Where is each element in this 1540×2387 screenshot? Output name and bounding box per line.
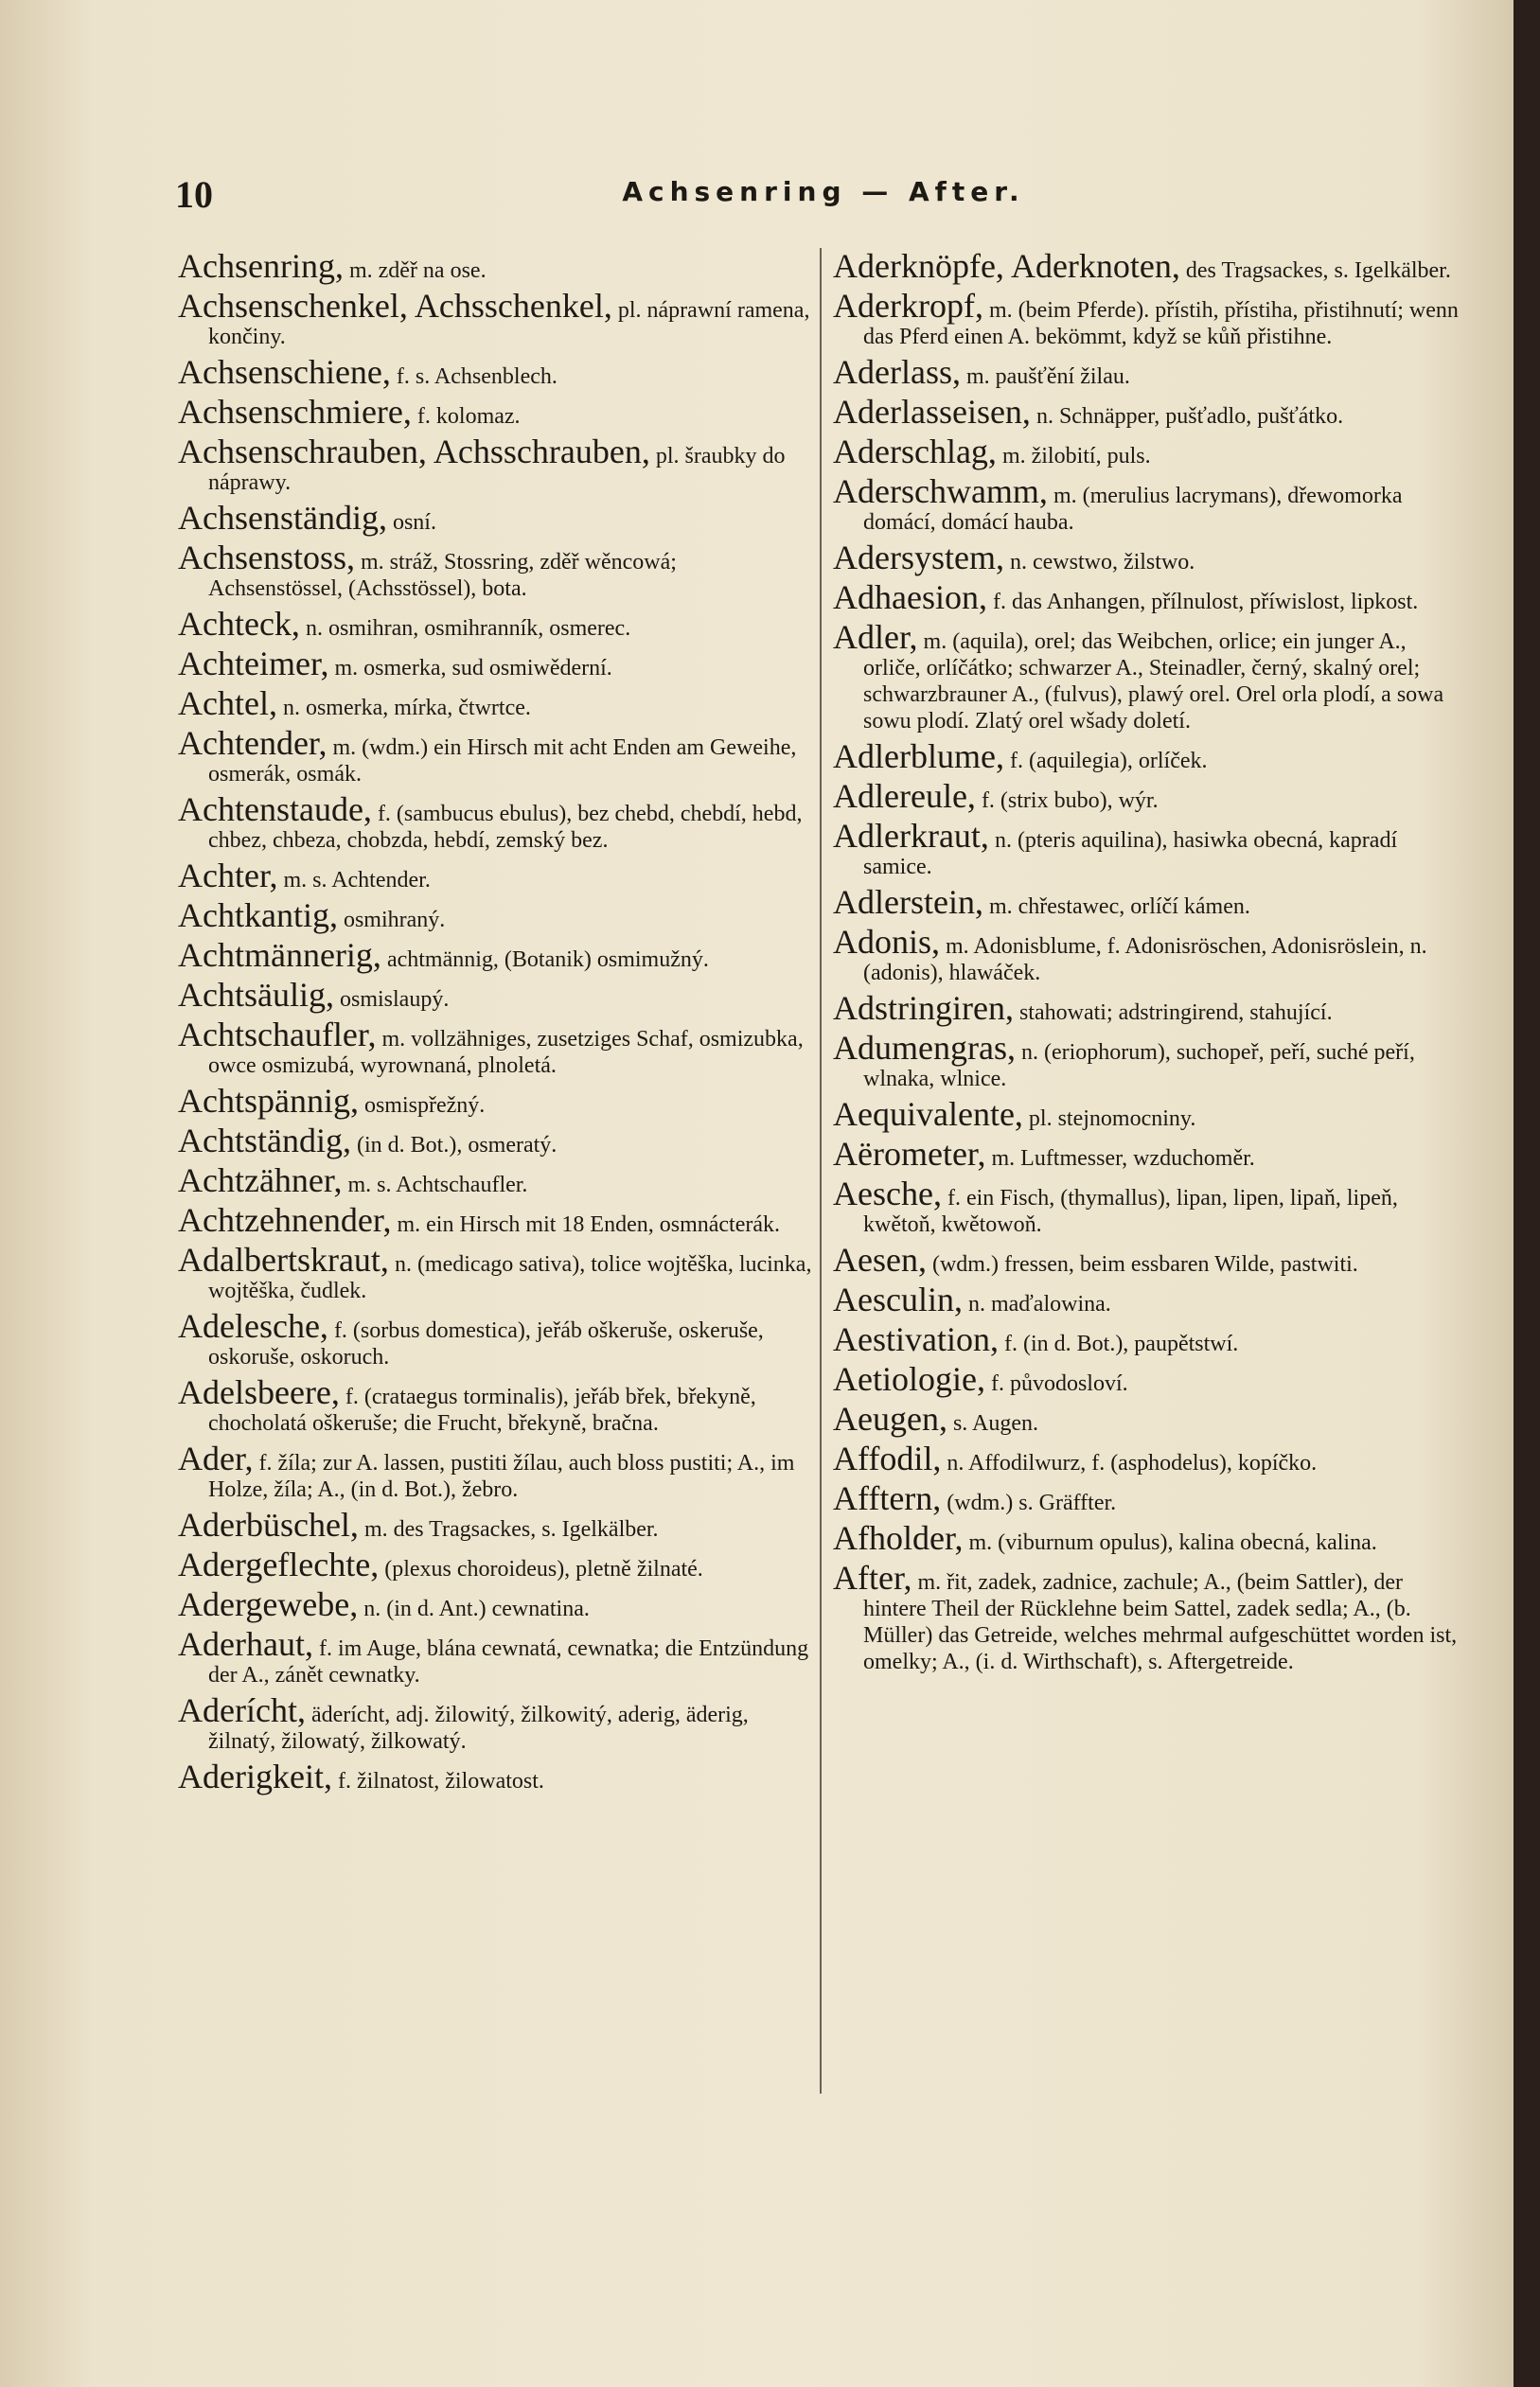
entry-definition: (wdm.) s. Gräffter. (941, 1491, 1117, 1515)
dictionary-entry (178, 791, 812, 854)
entry-headword: Aesche, (833, 1175, 942, 1212)
dictionary-entry (833, 818, 1469, 880)
entry-headword: Achteck, (178, 605, 300, 643)
dictionary-entry (178, 288, 812, 350)
entry-definition: n. osmerka, mírka, čtwrtce. (276, 696, 531, 720)
entry-definition: f. (aquilegia), orlíček. (1003, 749, 1208, 773)
dictionary-entry (178, 1759, 812, 1795)
entry-headword: Achsenständig, (178, 499, 387, 537)
dictionary-entry (833, 990, 1469, 1026)
dictionary-entry (178, 539, 812, 602)
entry-definition: f. ein Fisch, (thymallus), lipan, lipen, lipaň, lipeň, kwětoň, kwětowoň. (863, 1186, 1398, 1237)
entry-definition: m. (wdm.) ein Hirsch mit acht Enden am Geweihe, osmerák, osmák. (208, 735, 797, 787)
entry-headword: Affodil, (833, 1440, 942, 1477)
entry-definition: m. ein Hirsch mit 18 Enden, osmnácterák. (391, 1212, 781, 1237)
entry-headword: Achtel, (178, 684, 277, 722)
entry-definition: (in d. Bot.), osmeratý. (350, 1133, 558, 1158)
dictionary-entry (178, 1441, 812, 1503)
entry-headword: Achsenschenkel, Achsschenkel, (178, 287, 612, 325)
dictionary-entry (833, 619, 1469, 734)
entry-definition: n. (eriophorum), suchopeř, peří, suché peří, wlnaka, wlnice. (863, 1040, 1415, 1091)
entry-definition: m. (viburnum opulus), kalina obecná, kalina. (963, 1530, 1377, 1555)
entry-headword: Aeugen, (833, 1400, 947, 1438)
entry-definition: m. stráž, Stossring, zděř wěncowá; Achsenstössel, (Achsstössel), bota. (208, 550, 677, 601)
dictionary-entry (833, 1560, 1469, 1675)
entry-definition: f. (in d. Bot.), paupětstwí. (998, 1332, 1239, 1356)
entry-definition: m. řit, zadek, zadnice, zachule; A., (beim Sattler), der hintere Theil der Rücklehne beim Sattel, zadek sedla; A., (b. Müller) das Getreide, welches mehrmal aufgeschüttet worden ist, omelky; A., (i. d. Wirthschaft), s. Aftergetreide. (863, 1570, 1458, 1674)
entry-headword: Achsenschrauben, Achsschrauben, (178, 433, 650, 470)
entry-headword: Aequivalente, (833, 1095, 1023, 1133)
dictionary-entry (178, 394, 812, 430)
page-number: 10 (175, 173, 213, 216)
entry-definition: f. žíla; zur A. lassen, pustiti žílau, auch bloss pustiti; A., im Holze, žíla; A., (in d. Bot.), žebro. (208, 1451, 795, 1502)
entry-headword: Achteimer, (178, 645, 329, 682)
entry-headword: Adlereule, (833, 777, 976, 815)
entry-headword: Achsenring, (178, 247, 344, 285)
entry-definition: des Tragsackes, s. Igelkälber. (1179, 258, 1451, 283)
entry-definition: f. das Anhangen, přílnulost, příwislost, lipkost. (986, 590, 1419, 614)
dictionary-entry (833, 884, 1469, 920)
entry-definition: f. kolomaz. (411, 404, 521, 429)
entry-headword: Adumengras, (833, 1029, 1016, 1067)
dictionary-entry (178, 977, 812, 1013)
dictionary-entry (833, 1480, 1469, 1516)
dictionary-entry (178, 1507, 812, 1543)
entry-headword: After, (833, 1559, 912, 1597)
entry-definition: f. (sambucus ebulus), bez chebd, chebdí, hebd, chbez, chbeza, chobzda, hebdí, zemský bez. (208, 802, 803, 853)
entry-definition: (plexus choroideus), pletně žilnaté. (379, 1557, 703, 1582)
entry-definition: f. původosloví. (984, 1371, 1128, 1396)
entry-headword: Adler, (833, 618, 918, 656)
entry-definition: (wdm.) fressen, beim essbaren Wilde, pastwiti. (926, 1252, 1358, 1277)
entry-definition: m. s. Achtschaufler. (342, 1173, 528, 1197)
dictionary-entry (178, 433, 812, 496)
entry-definition: n. (pteris aquilina), hasiwka obecná, kapradí samice. (863, 828, 1398, 879)
entry-definition: n. Schnäpper, pušťadlo, pušťátko. (1030, 404, 1344, 429)
dictionary-entry (833, 579, 1469, 615)
entry-definition: n. maďalowina. (962, 1292, 1111, 1317)
dictionary-entry (178, 1017, 812, 1079)
dictionary-entry (833, 1441, 1469, 1476)
entry-headword: Aderícht, (178, 1691, 306, 1729)
entry-definition: n. Affodilwurz, f. (asphodelus), kopíčko. (941, 1451, 1318, 1476)
dictionary-entry (178, 1626, 812, 1689)
left-column (178, 248, 812, 1798)
dictionary-entry (178, 1202, 812, 1238)
dictionary-entry (833, 1030, 1469, 1092)
dictionary-entry (178, 500, 812, 536)
entry-definition: n. cewstwo, žilstwo. (1003, 550, 1195, 575)
dictionary-entry (833, 394, 1469, 430)
entry-definition: m. vollzähniges, zusetziges Schaf, osmizubka, owce osmizubá, wyrownaná, plnoletá. (208, 1027, 804, 1078)
entry-headword: Aderhaut, (178, 1625, 313, 1663)
entry-headword: Adhaesion, (833, 578, 987, 616)
entry-definition: achtmännig, (Botanik) osmimužný. (381, 947, 709, 972)
entry-definition: osní. (386, 510, 436, 535)
entry-headword: Afftern, (833, 1479, 942, 1517)
column-divider (820, 248, 822, 2094)
entry-headword: Achtzehnender, (178, 1201, 392, 1239)
entry-definition: m. žilobití, puls. (996, 444, 1151, 469)
entry-headword: Aetiologie, (833, 1360, 985, 1398)
entry-definition: m. zděř na ose. (343, 258, 487, 283)
entry-headword: Adergeflechte, (178, 1546, 380, 1583)
entry-definition: f. (strix bubo), wýr. (975, 788, 1159, 813)
dictionary-entry (833, 539, 1469, 575)
dictionary-entry (833, 1361, 1469, 1397)
entry-definition: m. s. Achtender. (277, 868, 431, 893)
entry-headword: Adelesche, (178, 1307, 328, 1345)
dictionary-entry (833, 1176, 1469, 1238)
dictionary-entry (178, 685, 812, 721)
dictionary-entry (833, 1401, 1469, 1437)
dictionary-entry (833, 354, 1469, 390)
dictionary-entry (833, 924, 1469, 986)
entry-definition: f. (crataegus torminalis), jeřáb břek, břekyně, chocholatá oškeruše; die Frucht, břekyně, bračna. (208, 1385, 756, 1436)
entry-headword: Achtender, (178, 724, 327, 762)
dictionary-entry (833, 1520, 1469, 1556)
dictionary-entry (178, 1083, 812, 1119)
dictionary-entry (178, 1308, 812, 1370)
entry-headword: Aesculin, (833, 1281, 963, 1318)
entry-headword: Achsenschiene, (178, 353, 391, 391)
entry-headword: Achtmännerig, (178, 936, 381, 974)
entry-definition: äderícht, adj. žilowitý, žilkowitý, aderig, äderig, žilnatý, žilowatý, žilkowatý. (208, 1703, 749, 1754)
entry-definition: pl. náprawní ramena, končiny. (208, 298, 810, 349)
entry-headword: Adonis, (833, 923, 941, 961)
dictionary-entry (178, 1242, 812, 1304)
entry-headword: Achtzähner, (178, 1161, 343, 1199)
dictionary-entry (833, 1096, 1469, 1132)
entry-definition: m. Luftmesser, wzduchoměr. (985, 1146, 1255, 1171)
entry-definition: m. paušťění žilau. (960, 364, 1130, 389)
entry-headword: Aesen, (833, 1241, 927, 1279)
entry-definition: m. (beim Pferde). přístih, přístiha, přistihnutí; wenn das Pferd einen A. bekömmt, když se kůň přistihne. (863, 298, 1459, 349)
entry-definition: m. chřestawec, orlíčí kámen. (982, 894, 1250, 919)
entry-definition: f. žilnatost, žilowatost. (331, 1769, 544, 1794)
entry-definition: pl. stejnomocniny. (1022, 1106, 1196, 1131)
dictionary-entry (178, 1547, 812, 1582)
entry-headword: Aderbüschel, (178, 1506, 359, 1544)
entry-headword: Aërometer, (833, 1135, 986, 1173)
entry-definition: m. (aquila), orel; das Weibchen, orlice; ein junger A., orliče, orlíčátko; schwarzer A., Steinadler, černý, skalný orel; schwarzbrauner A., (fulvus), plawý orel. Orel orla plodí, a sowa sowu plodí. Zlatý orel wšady doletí. (863, 629, 1444, 734)
entry-headword: Achtschaufler, (178, 1016, 377, 1053)
entry-headword: Aderlass, (833, 353, 961, 391)
page-edge-shadow (1513, 0, 1540, 2387)
dictionary-entry (178, 248, 812, 284)
dictionary-entry (833, 433, 1469, 469)
entry-headword: Adstringiren, (833, 989, 1014, 1027)
dictionary-entry (833, 248, 1469, 284)
entry-headword: Aderigkeit, (178, 1758, 332, 1795)
dictionary-entry (178, 354, 812, 390)
entry-headword: Aderschlag, (833, 433, 997, 470)
dictionary-entry (833, 738, 1469, 774)
dictionary-entry (178, 645, 812, 681)
entry-headword: Achtsäulig, (178, 976, 334, 1014)
page-header (175, 172, 1472, 220)
dictionary-entry (833, 1282, 1469, 1317)
entry-definition: m. (merulius lacrymans), dřewomorka domácí, domácí hauba. (863, 484, 1403, 535)
running-head: Achsenring — After. (622, 176, 1025, 207)
entry-definition: pl. šraubky do náprawy. (208, 444, 786, 495)
dictionary-entry (178, 1586, 812, 1622)
entry-headword: Adergewebe, (178, 1585, 359, 1623)
entry-headword: Achtspännig, (178, 1082, 359, 1120)
entry-headword: Adersystem, (833, 539, 1004, 576)
entry-headword: Aderschwamm, (833, 472, 1048, 510)
entry-headword: Achter, (178, 857, 278, 894)
entry-definition: n. (in d. Ant.) cewnatina. (358, 1597, 590, 1621)
entry-headword: Achsenstoss, (178, 539, 355, 576)
entry-headword: Afholder, (833, 1519, 964, 1557)
dictionary-entry (178, 1123, 812, 1158)
entry-definition: f. s. Achsenblech. (390, 364, 558, 389)
entry-headword: Adlerblume, (833, 737, 1004, 775)
entry-definition: m. des Tragsackes, s. Igelkälber. (358, 1517, 659, 1542)
entry-headword: Adalbertskraut, (178, 1241, 389, 1279)
dictionary-entry (833, 1321, 1469, 1357)
entry-headword: Achtständig, (178, 1122, 351, 1159)
entry-headword: Aestivation, (833, 1320, 999, 1358)
entry-headword: Aderlasseisen, (833, 393, 1031, 431)
entry-definition: n. osmihran, osmihranník, osmerec. (299, 616, 631, 641)
entry-definition: f. (sorbus domestica), jeřáb oškeruše, oskeruše, oskoruše, oskoruch. (208, 1318, 764, 1370)
entry-headword: Aderknöpfe, Aderknoten, (833, 247, 1180, 285)
entry-headword: Adlerstein, (833, 883, 983, 921)
dictionary-entry (178, 1374, 812, 1437)
dictionary-entry (178, 725, 812, 787)
dictionary-entry (833, 288, 1469, 350)
entry-headword: Aderkropf, (833, 287, 983, 325)
entry-headword: Achtkantig, (178, 896, 338, 934)
right-column (833, 248, 1469, 1679)
entry-definition: osmislaupý. (333, 987, 450, 1012)
entry-definition: stahowati; adstringirend, stahující. (1013, 1000, 1333, 1025)
entry-definition: osmispřežný. (358, 1093, 486, 1118)
entry-definition: f. im Auge, blána cewnatá, cewnatka; die Entzündung der A., zánět cewnatky. (208, 1636, 809, 1688)
dictionary-entry (833, 1242, 1469, 1278)
dictionary-entry (178, 1162, 812, 1198)
dictionary-entry (833, 473, 1469, 536)
dictionary-entry (833, 778, 1469, 814)
entry-definition: m. Adonisblume, f. Adonisröschen, Adonisröslein, n. (adonis), hlawáček. (863, 934, 1427, 985)
dictionary-entry (178, 937, 812, 973)
dictionary-entry (833, 1136, 1469, 1172)
entry-definition: m. osmerka, sud osmiwěderní. (328, 656, 612, 681)
dictionary-entry (178, 858, 812, 893)
entry-headword: Adelsbeere, (178, 1373, 340, 1411)
entry-definition: n. (medicago sativa), tolice wojtěška, lucinka, wojtěška, čudlek. (208, 1252, 812, 1303)
entry-headword: Adlerkraut, (833, 817, 989, 855)
entry-headword: Ader, (178, 1440, 254, 1477)
dictionary-entry (178, 606, 812, 642)
entry-definition: osmihraný. (337, 908, 446, 932)
entry-headword: Achsenschmiere, (178, 393, 412, 431)
dictionary-entry (178, 897, 812, 933)
dictionary-entry (178, 1692, 812, 1755)
entry-headword: Achtenstaude, (178, 790, 372, 828)
entry-definition: s. Augen. (947, 1411, 1038, 1436)
